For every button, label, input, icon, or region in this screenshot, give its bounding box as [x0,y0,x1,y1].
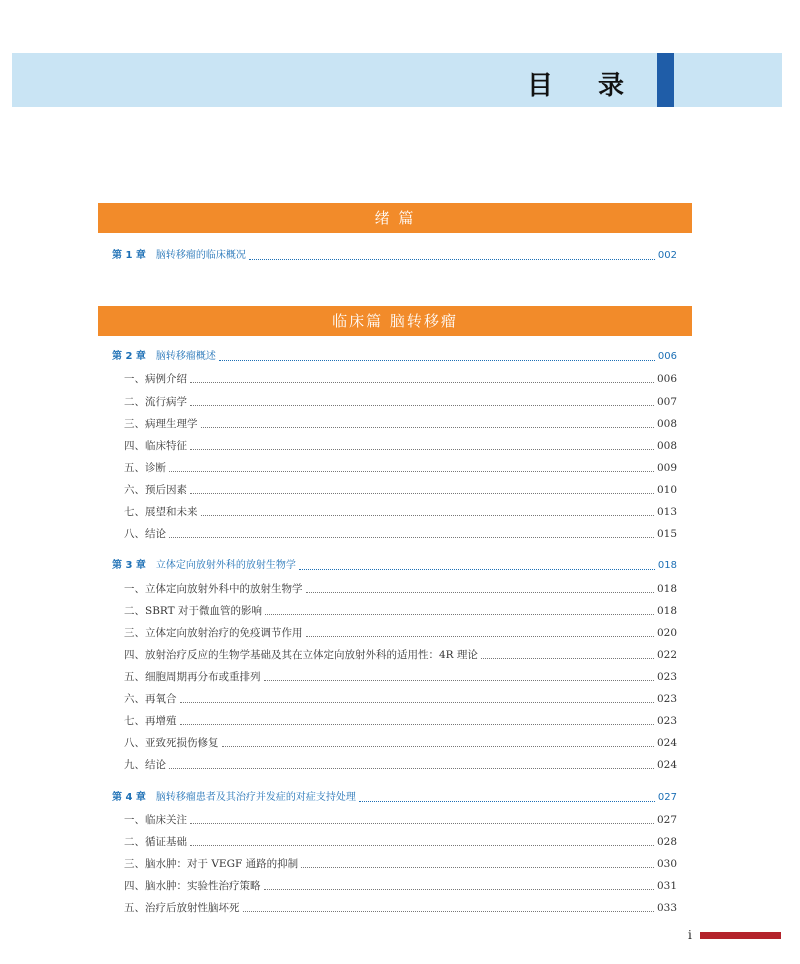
leader-dots [169,537,654,538]
item-title: 五、治疗后放射性脑坏死 [124,902,240,914]
toc-item-row[interactable] [112,581,677,597]
chapter-title: 脑转移瘤的临床概况 [155,250,246,261]
item-title: 三、立体定向放射治疗的免疫调节作用 [124,627,303,639]
item-title: 三、病理生理学 [124,418,198,430]
item-title: 四、脑水肿：实验性治疗策略 [124,880,261,892]
item-title: 四、临床特征 [124,440,187,452]
toc-item-row[interactable] [112,460,677,476]
page-number: 023 [656,671,677,683]
leader-dots [190,493,654,494]
leader-dots [306,636,654,637]
page-number: 007 [656,396,677,408]
page-number: 018 [656,583,677,595]
leader-dots [180,702,654,703]
page-number: 008 [656,418,677,430]
chapter-title: 脑转移瘤患者及其治疗并发症的对症支持处理 [155,792,356,803]
item-title: 四、放射治疗反应的生物学基础及其在立体定向放射外科的适用性：4R 理论 [124,649,478,661]
page-number: 031 [656,880,677,892]
toc-chapter-row[interactable] [112,790,677,806]
item-title: 二、流行病学 [124,396,187,408]
section-intro: 绪 篇 [98,203,692,233]
toc-item-row[interactable] [112,878,677,894]
toc-item-row[interactable] [112,371,677,387]
page-number: 023 [656,715,677,727]
leader-dots [190,449,654,450]
toc-item-row[interactable] [112,669,677,685]
toc-item-row[interactable] [112,416,677,432]
page-number: 013 [656,506,677,518]
page-number: 022 [656,649,677,661]
chapter-number: 第 3 章 [112,560,146,571]
page-number: 006 [657,351,677,362]
toc-chapter-row[interactable] [112,248,677,264]
item-title: 五、细胞周期再分布或重排列 [124,671,261,683]
leader-dots [243,911,654,912]
chapter-title: 脑转移瘤概述 [155,351,216,362]
toc-item-row[interactable] [112,625,677,641]
toc-item-row[interactable] [112,647,677,663]
footer-accent-bar [700,932,781,939]
leader-dots [306,592,654,593]
chapter-number: 第 2 章 [112,351,146,362]
item-title: 六、预后因素 [124,484,187,496]
toc-item-row[interactable] [112,900,677,916]
item-title: 七、展望和未来 [124,506,198,518]
leader-dots [299,569,655,570]
page-number: 006 [656,373,677,385]
toc-item-row[interactable] [112,394,677,410]
footer-page-number: i [688,928,692,942]
toc-chapter-row[interactable] [112,349,677,365]
leader-dots [169,768,654,769]
page-number: 015 [656,528,677,540]
item-title: 一、立体定向放射外科中的放射生物学 [124,583,303,595]
leader-dots [169,471,654,472]
toc-item-row[interactable] [112,504,677,520]
item-title: 二、循证基础 [124,836,187,848]
leader-dots [301,867,654,868]
section-clinical: 临床篇 脑转移瘤 [98,306,692,336]
toc-item-row[interactable] [112,856,677,872]
toc-item-row[interactable] [112,526,677,542]
chapter-number: 第 1 章 [112,250,146,261]
item-title: 五、诊断 [124,462,166,474]
leader-dots [190,405,654,406]
leader-dots [264,889,654,890]
page-number: 008 [656,440,677,452]
toc-item-row[interactable] [112,691,677,707]
item-title: 九、结论 [124,759,166,771]
leader-dots [359,801,655,802]
toc-item-row[interactable] [112,482,677,498]
page-number: 009 [656,462,677,474]
item-title: 八、亚致死损伤修复 [124,737,219,749]
page-number: 023 [656,693,677,705]
leader-dots [265,614,654,615]
toc-item-row[interactable] [112,757,677,773]
leader-dots [201,427,654,428]
page-number: 020 [656,627,677,639]
page-number: 010 [656,484,677,496]
item-title: 二、SBRT 对于微血管的影响 [124,605,262,617]
page-number: 018 [656,605,677,617]
item-title: 八、结论 [124,528,166,540]
page-number: 002 [657,250,677,261]
item-title: 一、病例介绍 [124,373,187,385]
leader-dots [481,658,654,659]
toc-chapter-row[interactable] [112,558,677,574]
toc-item-row[interactable] [112,834,677,850]
chapter-number: 第 4 章 [112,792,146,803]
item-title: 一、临床关注 [124,814,187,826]
toc-item-row[interactable] [112,438,677,454]
leader-dots [190,845,654,846]
page-number: 024 [656,759,677,771]
header-accent-bar [657,53,674,107]
leader-dots [219,360,655,361]
leader-dots [190,382,654,383]
item-title: 六、再氧合 [124,693,177,705]
page-title: 目 录 [526,71,642,101]
page-number: 027 [657,792,677,803]
leader-dots [222,746,654,747]
page-number: 028 [656,836,677,848]
toc-item-row[interactable] [112,812,677,828]
page-number: 027 [656,814,677,826]
item-title: 七、再增殖 [124,715,177,727]
leader-dots [264,680,654,681]
item-title: 三、脑水肿：对于 VEGF 通路的抑制 [124,858,299,870]
toc-item-row[interactable] [112,735,677,751]
leader-dots [249,259,655,260]
page-number: 030 [656,858,677,870]
leader-dots [190,823,654,824]
toc-item-row[interactable] [112,713,677,729]
page-number: 018 [657,560,677,571]
page-number: 033 [656,902,677,914]
page-number: 024 [656,737,677,749]
leader-dots [180,724,654,725]
toc-item-row[interactable] [112,603,677,619]
leader-dots [201,515,654,516]
chapter-title: 立体定向放射外科的放射生物学 [155,560,296,571]
